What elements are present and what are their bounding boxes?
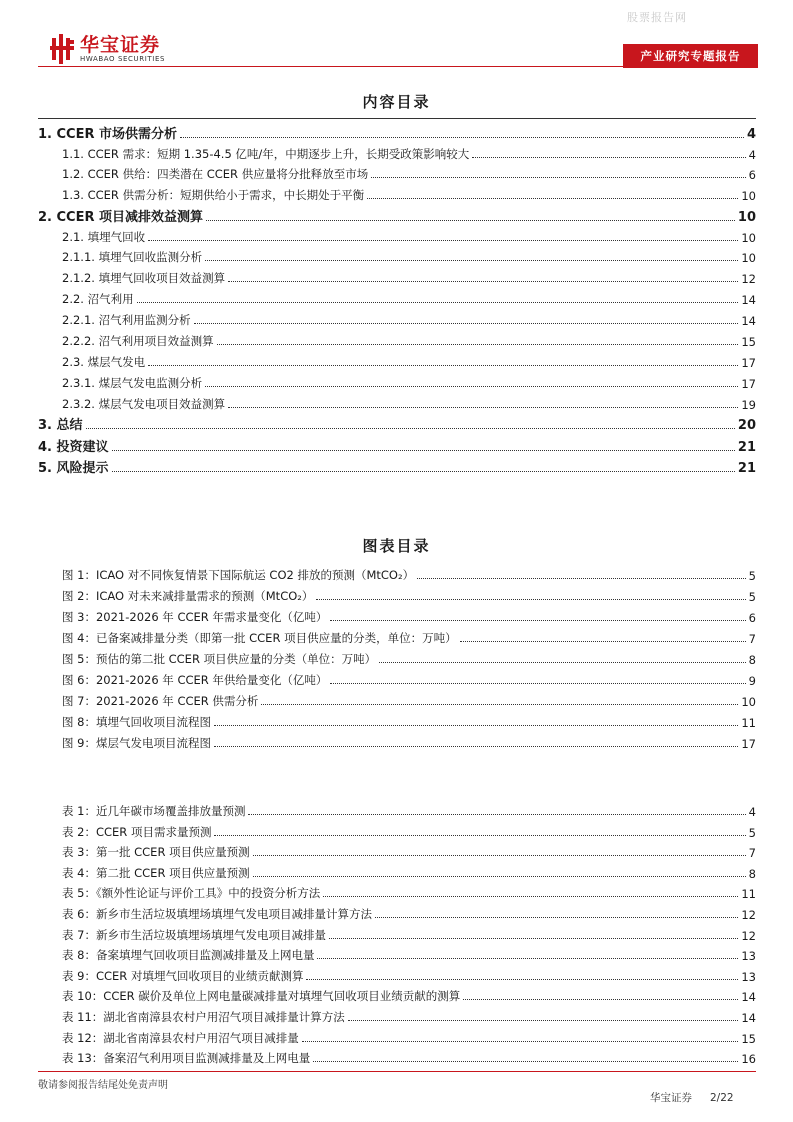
dot-leader: [330, 620, 745, 621]
list-item[interactable]: [62, 670, 756, 688]
entry-page: 12: [741, 272, 756, 286]
toc-title: 内容目录: [362, 93, 431, 111]
entry-label: 表 1：近几年碳市场覆盖排放量预测: [62, 804, 246, 818]
dot-leader: [86, 428, 735, 429]
dot-leader: [148, 365, 738, 366]
dot-leader: [253, 876, 746, 877]
entry-page: 5: [748, 590, 756, 604]
entry-label: 表 13：备案沼气利用项目监测减排量及上网电量: [62, 1051, 311, 1066]
page-number: 2/22: [710, 1092, 734, 1104]
entry-label: 1.2. CCER 供给：四类潜在 CCER 供应量将分批释放至市场: [62, 167, 369, 181]
dot-leader: [375, 917, 738, 918]
dot-leader: [214, 746, 738, 747]
header-divider: [38, 66, 623, 67]
list-item[interactable]: [38, 227, 756, 245]
dot-leader: [460, 641, 746, 642]
entry-label: 5. 风险提示: [38, 461, 109, 476]
dot-leader: [329, 938, 738, 939]
entry-page: 6: [748, 168, 756, 182]
dot-leader: [417, 578, 746, 579]
entry-page: 12: [741, 908, 756, 922]
entry-page: 21: [737, 440, 756, 455]
list-item[interactable]: [38, 185, 756, 203]
list-item[interactable]: [62, 649, 756, 667]
dot-leader: [214, 725, 738, 726]
dot-leader: [302, 1041, 739, 1042]
logo-mark-icon: [50, 34, 76, 64]
entry-page: 8: [748, 653, 756, 667]
dot-leader: [463, 999, 738, 1000]
entry-label: 表 2：CCER 项目需求量预测: [62, 824, 212, 839]
list-item[interactable]: [62, 863, 756, 881]
entry-page: 10: [741, 189, 756, 203]
entry-page: 19: [741, 398, 756, 412]
list-item[interactable]: [62, 607, 756, 625]
entry-label: 表 4：第二批 CCER 项目供应量预测: [62, 865, 250, 880]
dot-leader: [261, 704, 738, 705]
entry-page: 17: [741, 737, 756, 751]
list-item[interactable]: [62, 1028, 756, 1046]
list-item[interactable]: [38, 435, 756, 455]
entry-label: 2.1.1. 填埋气回收监测分析: [62, 250, 203, 264]
list-item[interactable]: [62, 822, 756, 840]
list-item[interactable]: [62, 925, 756, 943]
entry-label: 表 5：《额外性论证与评价工具》中的投资分析方法: [62, 886, 321, 901]
entry-page: 14: [741, 1011, 756, 1025]
entry-page: 7: [748, 632, 756, 646]
entry-page: 16: [741, 1052, 756, 1067]
entry-label: 表 7：新乡市生活垃圾填埋场填埋气发电项目减排量: [62, 927, 326, 942]
entry-page: 10: [741, 231, 756, 245]
list-item[interactable]: [62, 883, 756, 901]
dot-leader: [194, 323, 739, 324]
entry-label: 图 1：ICAO 对不同恢复情景下国际航运 CO2 排放的预测（MtCO₂）: [62, 568, 415, 582]
footer-company: 华宝证券: [650, 1092, 692, 1104]
entry-page: 14: [741, 293, 756, 307]
entry-label: 图 9：煤层气发电项目流程图: [62, 736, 211, 750]
entry-page: 9: [748, 674, 756, 688]
dot-leader: [472, 157, 745, 158]
entry-label: 图 4：已备案减排量分类（即第一批 CCER 项目供应量的分类，单位：万吨）: [62, 631, 457, 645]
list-item[interactable]: [38, 122, 756, 142]
entry-page: 11: [741, 887, 756, 902]
dot-leader: [137, 302, 739, 303]
entry-label: 表 10：CCER 碳价及单位上网电量碳减排量对填埋气回收项目业绩贡献的测算: [62, 989, 461, 1004]
dot-leader: [217, 344, 739, 345]
entry-page: 5: [748, 569, 756, 583]
entry-page: 13: [741, 969, 756, 984]
entry-label: 3. 总结: [38, 418, 83, 433]
list-item[interactable]: [62, 628, 756, 646]
entry-label: 2. CCER 项目减排效益测算: [38, 210, 204, 225]
entry-label: 图 5：预估的第二批 CCER 项目供应量的分类（单位：万吨）: [62, 652, 377, 666]
entry-page: 12: [741, 928, 756, 943]
dot-leader: [323, 896, 738, 897]
list-item[interactable]: [38, 413, 756, 433]
entry-label: 1. CCER 市场供需分析: [38, 127, 178, 142]
list-item[interactable]: [62, 986, 756, 1004]
dot-leader: [214, 835, 745, 836]
list-item[interactable]: [62, 691, 756, 709]
entry-page: 11: [741, 716, 756, 730]
dot-leader: [313, 1061, 738, 1062]
dot-leader: [205, 386, 738, 387]
list-item[interactable]: [38, 247, 756, 265]
dot-leader: [205, 260, 738, 261]
entry-page: 4: [746, 127, 756, 142]
entry-label: 2.3. 煤层气发电: [62, 355, 146, 369]
entry-page: 15: [741, 335, 756, 349]
entry-page: 8: [748, 866, 756, 881]
list-item[interactable]: [38, 352, 756, 370]
list-item[interactable]: [62, 966, 756, 984]
list-item[interactable]: [62, 733, 756, 751]
entry-page: 4: [748, 805, 756, 819]
dot-leader: [253, 855, 746, 856]
toc-divider: [38, 118, 756, 119]
entry-page: 6: [748, 611, 756, 625]
list-item[interactable]: [38, 456, 756, 476]
list-item[interactable]: [38, 331, 756, 349]
entry-page: 5: [748, 825, 756, 840]
entry-page: 13: [741, 949, 756, 964]
entry-label: 2.1.2. 填埋气回收项目效益测算: [62, 271, 226, 285]
entry-label: 2.2.1. 沼气利用监测分析: [62, 313, 191, 327]
list-item[interactable]: [38, 164, 756, 182]
entry-page: 15: [741, 1031, 756, 1046]
entry-label: 图 8：填埋气回收项目流程图: [62, 715, 211, 729]
list-item[interactable]: [62, 801, 756, 819]
dot-leader: [180, 137, 744, 138]
dot-leader: [306, 979, 738, 980]
entry-page: 10: [741, 695, 756, 709]
entry-label: 表 9：CCER 对填埋气回收项目的业绩贡献测算: [62, 968, 304, 983]
dot-leader: [228, 407, 738, 408]
entry-page: 21: [737, 461, 756, 476]
report-type-badge: 产业研究专题报告: [623, 44, 758, 68]
entry-label: 2.3.1. 煤层气发电监测分析: [62, 376, 203, 390]
list-item[interactable]: [62, 712, 756, 730]
entry-page: 10: [741, 251, 756, 265]
list-item[interactable]: [62, 904, 756, 922]
list-item[interactable]: [62, 586, 756, 604]
list-item[interactable]: [62, 945, 756, 963]
entry-label: 2.2.2. 沼气利用项目效益测算: [62, 334, 214, 348]
footer-page-info: [650, 1090, 734, 1105]
entry-label: 2.1. 填埋气回收: [62, 230, 146, 244]
entry-label: 1.1. CCER 需求：短期 1.35-4.5 亿吨/年，中期逐步上升，长期受政策影响较大: [62, 147, 470, 161]
entry-label: 图 3：2021-2026 年 CCER 年需求量变化（亿吨）: [62, 610, 328, 624]
entry-page: 7: [748, 846, 756, 861]
entry-page: 14: [741, 990, 756, 1005]
entry-label: 表 8：备案填埋气回收项目监测减排量及上网电量: [62, 948, 315, 963]
entry-label: 4. 投资建议: [38, 440, 109, 455]
logo-cn-text: 华宝证券: [80, 33, 161, 56]
list-item[interactable]: [62, 1007, 756, 1025]
dot-leader: [330, 683, 745, 684]
list-item[interactable]: [62, 1048, 756, 1066]
dot-leader: [112, 471, 735, 472]
dot-leader: [367, 198, 738, 199]
entry-label: 1.3. CCER 供需分析：短期供给小于需求，中长期处于平衡: [62, 188, 365, 202]
company-logo: [50, 34, 165, 64]
list-item[interactable]: [38, 289, 756, 307]
entry-page: 10: [737, 210, 756, 225]
dot-leader: [379, 662, 746, 663]
logo-en-text: HWABAO SECURITIES: [80, 54, 166, 63]
dot-leader: [348, 1020, 739, 1021]
dot-leader: [248, 814, 745, 815]
disclaimer-note: 敬请参阅报告结尾处免责声明: [38, 1080, 168, 1091]
entry-label: 图 2：ICAO 对未来减排量需求的预测（MtCO₂）: [62, 589, 314, 603]
entry-page: 17: [741, 356, 756, 370]
entry-page: 17: [741, 377, 756, 391]
list-item[interactable]: [38, 268, 756, 286]
entry-label: 表 3：第一批 CCER 项目供应量预测: [62, 845, 250, 860]
footer-divider: [38, 1071, 756, 1072]
entry-page: 14: [741, 314, 756, 328]
list-item[interactable]: [38, 144, 756, 162]
dot-leader: [112, 450, 735, 451]
watermark: 股票报告网: [627, 11, 687, 24]
entry-label: 表 6：新乡市生活垃圾填埋场填埋气发电项目减排量计算方法: [62, 907, 372, 921]
entry-page: 4: [748, 148, 756, 162]
dot-leader: [316, 599, 745, 600]
list-item[interactable]: [62, 565, 756, 583]
entry-label: 图 6：2021-2026 年 CCER 年供给量变化（亿吨）: [62, 673, 328, 687]
entry-label: 表 12：湖北省南漳县农村户用沼气项目减排量: [62, 1030, 299, 1045]
list-item[interactable]: [38, 205, 756, 225]
dot-leader: [228, 281, 738, 282]
list-item[interactable]: [38, 373, 756, 391]
dot-leader: [206, 220, 735, 221]
dot-leader: [317, 958, 738, 959]
entry-page: 20: [737, 418, 756, 433]
entry-label: 2.3.2. 煤层气发电项目效益测算: [62, 397, 226, 411]
entry-label: 表 11：湖北省南漳县农村户用沼气项目减排量计算方法: [62, 1010, 345, 1024]
figure-list-title: 图表目录: [362, 537, 431, 555]
entry-label: 2.2. 沼气利用: [62, 292, 134, 306]
list-item[interactable]: [38, 310, 756, 328]
list-item[interactable]: [38, 394, 756, 412]
list-item[interactable]: [62, 842, 756, 860]
dot-leader: [148, 240, 738, 241]
entry-label: 图 7：2021-2026 年 CCER 供需分析: [62, 694, 259, 708]
dot-leader: [371, 177, 745, 178]
